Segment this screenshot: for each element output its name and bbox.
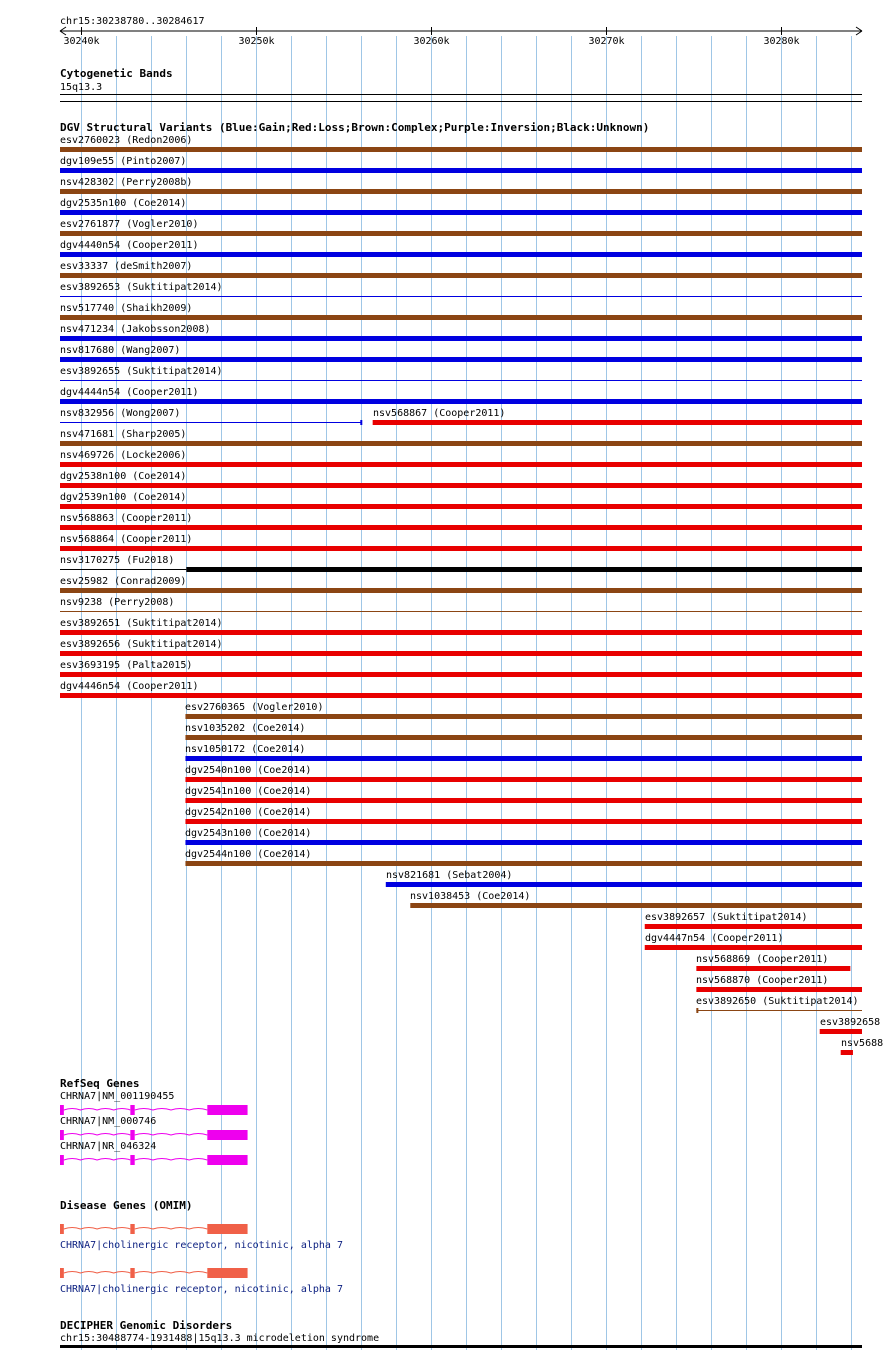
refseq-transcript-exon[interactable] [130, 1155, 134, 1165]
dgv-variant-bar[interactable] [60, 231, 862, 236]
dgv-variant-bar[interactable] [185, 840, 862, 845]
refseq-transcript-exon[interactable] [130, 1105, 134, 1115]
dgv-variant-bar[interactable] [185, 819, 862, 824]
omim-gene-exon[interactable] [207, 1268, 247, 1278]
dgv-variant-label: esv3892658 [820, 1017, 881, 1028]
dgv-variant-bar[interactable] [60, 315, 862, 320]
dgv-variant-bar[interactable] [60, 147, 862, 152]
dgv-variant-label: dgv2541n100 (Coe2014) [185, 786, 312, 797]
dgv-variant-bar[interactable] [410, 903, 862, 908]
dgv-variant-bar[interactable] [696, 1010, 862, 1011]
dgv-variant-bar[interactable] [60, 672, 862, 677]
ruler-tick-label: 30250k [238, 36, 275, 47]
decipher-track [60, 1319, 862, 1348]
dgv-variant-bar[interactable] [60, 693, 862, 698]
decipher-track-title: DECIPHER Genomic Disorders [60, 1319, 233, 1332]
dgv-variant-bar[interactable] [60, 441, 862, 446]
dgv-variant-label: nsv517740 (Shaikh2009) [60, 303, 193, 314]
dgv-variant-bar[interactable] [185, 735, 862, 740]
dgv-variant-label: nsv5688 [841, 1038, 884, 1049]
dgv-variant-bar[interactable] [60, 630, 862, 635]
decipher-feature-label: chr15:30488774-1931488|15q13.3 microdeletion syndrome [60, 1333, 380, 1344]
omim-gene-exon[interactable] [60, 1224, 64, 1234]
dgv-variant-label: esv2760023 (Redon2006) [60, 135, 193, 146]
dgv-variant-bar[interactable] [185, 861, 862, 866]
dgv-variant-label: nsv568870 (Cooper2011) [696, 975, 829, 986]
omim-gene-intron [64, 1272, 131, 1274]
refseq-transcript-label: CHRNA7|NR_046324 [60, 1141, 157, 1152]
dgv-variant-label: dgv2539n100 (Coe2014) [60, 492, 187, 503]
dgv-variant-bar[interactable] [60, 399, 862, 404]
dgv-variant-bar[interactable] [841, 1050, 853, 1055]
dgv-variant-label: nsv1038453 (Coe2014) [410, 891, 531, 902]
refseq-transcript-exon[interactable] [130, 1130, 134, 1140]
dgv-variant-label: nsv832956 (Wong2007) [60, 408, 181, 419]
dgv-variant-bar[interactable] [60, 210, 862, 215]
dgv-variant-bar[interactable] [185, 777, 862, 782]
dgv-variant-label: dgv2538n100 (Coe2014) [60, 471, 187, 482]
refseq-transcript-exon[interactable] [207, 1155, 247, 1165]
dgv-variant-label: esv3892657 (Suktitipat2014) [645, 912, 808, 923]
dgv-variant-label: nsv3170275 (Fu2018) [60, 555, 175, 566]
dgv-variant-label: esv2760365 (Vogler2010) [185, 702, 324, 713]
ruler-position-label: chr15:30238780..30284617 [60, 16, 205, 27]
dgv-variant-label: dgv4444n54 (Cooper2011) [60, 387, 199, 398]
ruler-tick-label: 30270k [588, 36, 625, 47]
dgv-variant-bar[interactable] [645, 945, 862, 950]
omim-gene-exon[interactable] [207, 1224, 247, 1234]
dgv-variant-bar[interactable] [185, 798, 862, 803]
dgv-variant-bar[interactable] [60, 483, 862, 488]
ruler [60, 16, 862, 47]
dgv-variant-bar[interactable] [60, 546, 862, 551]
dgv-variant-bar[interactable] [696, 966, 850, 971]
dgv-variant-label: dgv2542n100 (Coe2014) [185, 807, 312, 818]
omim-gene-intron [64, 1228, 131, 1230]
dgv-variant-label: nsv568863 (Cooper2011) [60, 513, 193, 524]
dgv-variant-label: nsv568869 (Cooper2011) [696, 954, 829, 965]
dgv-variant-label: dgv4440n54 (Cooper2011) [60, 240, 199, 251]
ruler-tick-label: 30280k [763, 36, 800, 47]
dgv-variant-label: nsv821681 (Sebat2004) [386, 870, 513, 881]
dgv-variant-label: nsv1035202 (Coe2014) [185, 723, 306, 734]
dgv-variant-label: dgv2535n100 (Coe2014) [60, 198, 187, 209]
omim-gene-intron [135, 1272, 208, 1274]
omim-gene-exon[interactable] [130, 1224, 134, 1234]
omim-track [60, 1199, 343, 1295]
dgv-variant-bar[interactable] [60, 380, 862, 381]
dgv-variant-label: nsv428302 (Perry2008b) [60, 177, 193, 188]
dgv-variant-bar[interactable] [185, 756, 862, 761]
dgv-variant-label: esv2761877 (Vogler2010) [60, 219, 199, 230]
dgv-features [60, 135, 883, 1055]
dgv-variant-bar[interactable] [60, 296, 862, 297]
dgv-variant-label: nsv817680 (Wang2007) [60, 345, 181, 356]
dgv-variant-label: dgv2544n100 (Coe2014) [185, 849, 312, 860]
dgv-track-title: DGV Structural Variants (Blue:Gain;Red:Loss;Brown:Complex;Purple:Inversion;Black:Unknown) [60, 121, 650, 134]
refseq-transcript-exon[interactable] [60, 1155, 64, 1165]
dgv-variant-label: nsv9238 (Perry2008) [60, 597, 175, 608]
dgv-variant-bar[interactable] [60, 462, 862, 467]
dgv-variant-bar[interactable] [645, 924, 862, 929]
refseq-features [60, 1091, 248, 1165]
dgv-variant-bar[interactable] [373, 420, 862, 425]
refseq-transcript-exon[interactable] [60, 1105, 64, 1115]
dgv-variant-label: esv3892653 (Suktitipat2014) [60, 282, 223, 293]
dgv-variant-label: nsv469726 (Locke2006) [60, 450, 187, 461]
refseq-transcript-exon[interactable] [207, 1130, 247, 1140]
refseq-transcript-intron [135, 1109, 208, 1111]
refseq-transcript-label: CHRNA7|NM_000746 [60, 1116, 157, 1127]
dgv-variant-bar[interactable] [60, 252, 862, 257]
refseq-transcript-intron [64, 1109, 131, 1111]
refseq-transcript-exon[interactable] [60, 1130, 64, 1140]
dgv-variant-label: dgv4446n54 (Cooper2011) [60, 681, 199, 692]
ruler-ticks [63, 27, 799, 47]
refseq-transcript-label: CHRNA7|NM_001190455 [60, 1091, 175, 1102]
dgv-variant-label: dgv109e55 (Pinto2007) [60, 156, 187, 167]
dgv-variant-bar[interactable] [696, 987, 862, 992]
decipher-feature[interactable] [60, 1345, 862, 1348]
ruler-tick-label: 30260k [413, 36, 450, 47]
dgv-variant-bar[interactable] [820, 1029, 862, 1034]
dgv-variant-label: dgv2540n100 (Coe2014) [185, 765, 312, 776]
dgv-variant-label: dgv4447n54 (Cooper2011) [645, 933, 784, 944]
dgv-track [60, 121, 883, 1055]
dgv-variant-bar[interactable] [60, 651, 862, 656]
dgv-variant-label: nsv1050172 (Coe2014) [185, 744, 306, 755]
dgv-variant-bar[interactable] [60, 273, 862, 278]
dgv-variant-bar[interactable] [60, 357, 862, 362]
omim-gene-label: CHRNA7|cholinergic receptor, nicotinic, alpha 7 [60, 1284, 343, 1295]
refseq-track [60, 1077, 248, 1165]
omim-gene-label: CHRNA7|cholinergic receptor, nicotinic, alpha 7 [60, 1240, 343, 1251]
dgv-variant-bar[interactable] [60, 611, 862, 612]
dgv-variant-bar[interactable] [185, 714, 862, 719]
dgv-variant-label: dgv2543n100 (Coe2014) [185, 828, 312, 839]
dgv-variant-label: nsv568864 (Cooper2011) [60, 534, 193, 545]
omim-gene-exon[interactable] [130, 1268, 134, 1278]
ruler-tick-label: 30240k [63, 36, 100, 47]
dgv-variant-bar[interactable] [60, 336, 862, 341]
refseq-transcript-exon[interactable] [207, 1105, 247, 1115]
dgv-variant-bar[interactable] [60, 504, 862, 509]
cytoband-label: 15q13.3 [60, 82, 103, 93]
dgv-variant-end-cap [360, 420, 362, 425]
omim-track-title: Disease Genes (OMIM) [60, 1199, 193, 1212]
cytoband-track [60, 67, 862, 102]
dgv-variant-bar[interactable] [60, 422, 361, 423]
cytoband-track-title: Cytogenetic Bands [60, 67, 173, 80]
dgv-variant-label: nsv471681 (Sharp2005) [60, 429, 187, 440]
dgv-variant-label: esv3892656 (Suktitipat2014) [60, 639, 223, 650]
dgv-variant-bar[interactable] [186, 567, 862, 572]
dgv-variant-label: esv3892655 (Suktitipat2014) [60, 366, 223, 377]
dgv-variant-label: esv3892651 (Suktitipat2014) [60, 618, 223, 629]
dgv-variant-bar[interactable] [60, 569, 186, 570]
dgv-variant-bar[interactable] [60, 168, 862, 173]
dgv-variant-label: nsv568867 (Cooper2011) [373, 408, 506, 419]
dgv-variant-start-cap [696, 1008, 698, 1013]
dgv-variant-label: esv3892650 (Suktitipat2014) [696, 996, 859, 1007]
refseq-track-title: RefSeq Genes [60, 1077, 140, 1090]
omim-gene-exon[interactable] [60, 1268, 64, 1278]
refseq-transcript-intron [135, 1134, 208, 1136]
refseq-transcript-intron [64, 1134, 131, 1136]
omim-features [60, 1224, 343, 1295]
refseq-transcript-intron [64, 1159, 131, 1161]
dgv-variant-label: esv3693195 (Palta2015) [60, 660, 193, 671]
dgv-variant-bar[interactable] [60, 189, 862, 194]
omim-gene-intron [135, 1228, 208, 1230]
dgv-variant-label: esv33337 (deSmith2007) [60, 261, 193, 272]
dgv-variant-bar[interactable] [386, 882, 862, 887]
refseq-transcript-intron [135, 1159, 208, 1161]
dgv-variant-label: nsv471234 (Jakobsson2008) [60, 324, 211, 335]
dgv-variant-label: esv25982 (Conrad2009) [60, 576, 187, 587]
dgv-variant-bar[interactable] [60, 588, 862, 593]
dgv-variant-bar[interactable] [60, 525, 862, 530]
